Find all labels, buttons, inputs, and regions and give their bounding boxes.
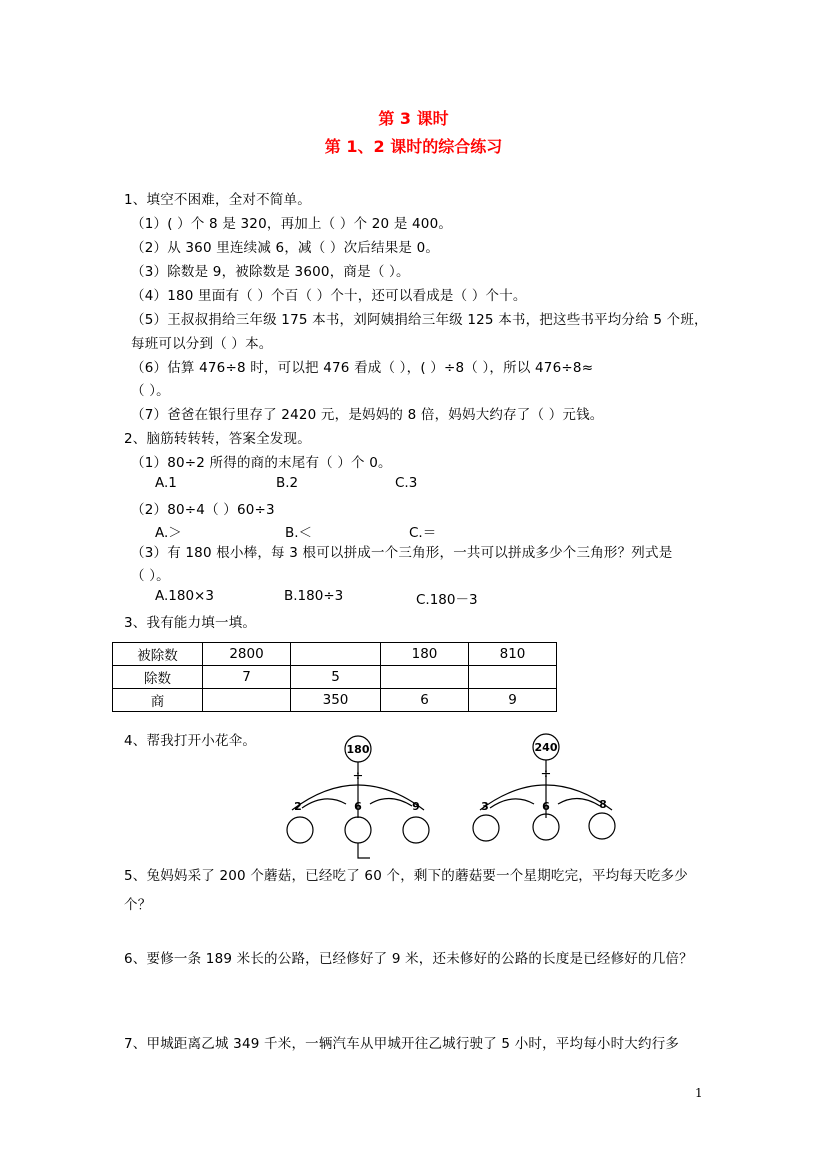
page-title: 第 3 课时 (378, 109, 449, 128)
table-cell: 7 (203, 666, 291, 689)
umbrella-arc (302, 799, 346, 808)
q2-3-option-c: C.180－3 (416, 592, 478, 608)
table-cell: 除数 (113, 666, 203, 689)
q2-2-option-a: A.＞ (155, 525, 182, 541)
q1-7: （7）爸爸在银行里存了 2420 元，是妈妈的 8 倍，妈妈大约存了（ ）元钱。 (131, 407, 604, 423)
q2-1: （1）80÷2 所得的商的末尾有（ ）个 0。 (131, 455, 392, 471)
table-cell (381, 666, 469, 689)
q3-heading: 3、我有能力填一填。 (124, 615, 257, 631)
q1-4: （4）180 里面有（ ）个百（ ）个十，还可以看成是（ ）个十。 (131, 288, 527, 304)
umbrella-handle (358, 843, 370, 858)
table-cell: 被除数 (113, 643, 203, 666)
q6: 6、要修一条 189 米长的公路，已经修好了 9 米，还未修好的公路的长度是已经修好的几倍？ (124, 951, 693, 967)
q2-2-option-b: B.＜ (285, 525, 313, 541)
q1-5b: 每班可以分到（ ）本。 (131, 336, 273, 352)
q2-1-option-a: A.1 (155, 475, 177, 491)
q2-3b: （ ）。 (131, 568, 170, 584)
q1-6b: （ ）。 (131, 383, 170, 399)
q2-2-option-c: C.＝ (409, 525, 437, 541)
answer-circle (287, 817, 313, 843)
umbrella-top-number: 180 (346, 743, 370, 756)
umbrella-arc (558, 798, 600, 806)
table-cell (203, 689, 291, 712)
umbrella-operator: ÷ (540, 767, 552, 782)
q1-2: （2）从 360 里连续减 6，减（ ）次后结果是 0。 (131, 240, 440, 256)
umbrella-rib-number: 9 (412, 800, 420, 813)
table-row (113, 643, 557, 666)
q1-3: （3）除数是 9，被除数是 3600，商是（ ）。 (131, 264, 410, 280)
answer-circle (345, 817, 371, 843)
umbrella-rib-number: 8 (599, 798, 607, 811)
q2-2: （2）80÷4（ ）60÷3 (131, 502, 275, 518)
umbrella-rib-number: 2 (294, 800, 302, 813)
umbrella-operator: ÷ (352, 769, 364, 784)
table-row (113, 689, 557, 712)
table-cell: 6 (381, 689, 469, 712)
q1-heading: 1、填空不困难，全对不简单。 (124, 192, 311, 208)
umbrella-arc (370, 798, 412, 806)
umbrella-arc (490, 799, 534, 808)
q2-3a: （3）有 180 根小棒，每 3 根可以拼成一个三角形，一共可以拼成多少个三角形？列式是 (131, 545, 673, 561)
table-cell: 2800 (203, 643, 291, 666)
table-cell (291, 643, 381, 666)
answer-circle (473, 815, 499, 841)
umbrella-rib-number: 3 (481, 800, 489, 813)
umbrella-rib-number: 6 (354, 800, 362, 813)
table-cell: 9 (469, 689, 557, 712)
page-number: 1 (695, 1086, 703, 1100)
q2-1-option-c: C.3 (395, 475, 418, 491)
division-table (112, 642, 557, 712)
table-row (113, 666, 557, 689)
q7: 7、甲城距离乙城 349 千米，一辆汽车从甲城开往乙城行驶了 5 小时，平均每小时大约行多 (124, 1036, 680, 1052)
table-cell: 商 (113, 689, 203, 712)
table-cell: 350 (291, 689, 381, 712)
umbrella-top-number: 240 (534, 741, 558, 754)
table-cell (469, 666, 557, 689)
q2-heading: 2、脑筋转转转，答案全发现。 (124, 431, 311, 447)
umbrella-rib-number: 6 (542, 800, 550, 813)
page-subtitle: 第 1、2 课时的综合练习 (324, 137, 503, 156)
q1-5a: （5）王叔叔捐给三年级 175 本书，刘阿姨捐给三年级 125 本书，把这些书平均分给 5 个班， (131, 312, 708, 328)
q1-6a: （6）估算 476÷8 时，可以把 476 看成（ ），( ）÷8（ ），所以 476÷8≈ (131, 360, 594, 376)
q5b: 个？ (124, 897, 152, 913)
table-cell: 810 (469, 643, 557, 666)
q2-3-option-b: B.180÷3 (284, 588, 344, 604)
q2-3-option-a: A.180×3 (155, 588, 214, 604)
table-cell: 5 (291, 666, 381, 689)
q1-1: （1）( ）个 8 是 320，再加上（ ）个 20 是 400。 (131, 216, 453, 232)
q5a: 5、兔妈妈采了 200 个蘑菇，已经吃了 60 个，剩下的蘑菇要一个星期吃完，平均每天吃多少 (124, 868, 688, 884)
answer-circle (403, 817, 429, 843)
umbrella-diagram (270, 730, 630, 860)
table-cell: 180 (381, 643, 469, 666)
answer-circle (589, 813, 615, 839)
q2-1-option-b: B.2 (276, 475, 299, 491)
q4-heading: 4、帮我打开小花伞。 (124, 733, 257, 749)
